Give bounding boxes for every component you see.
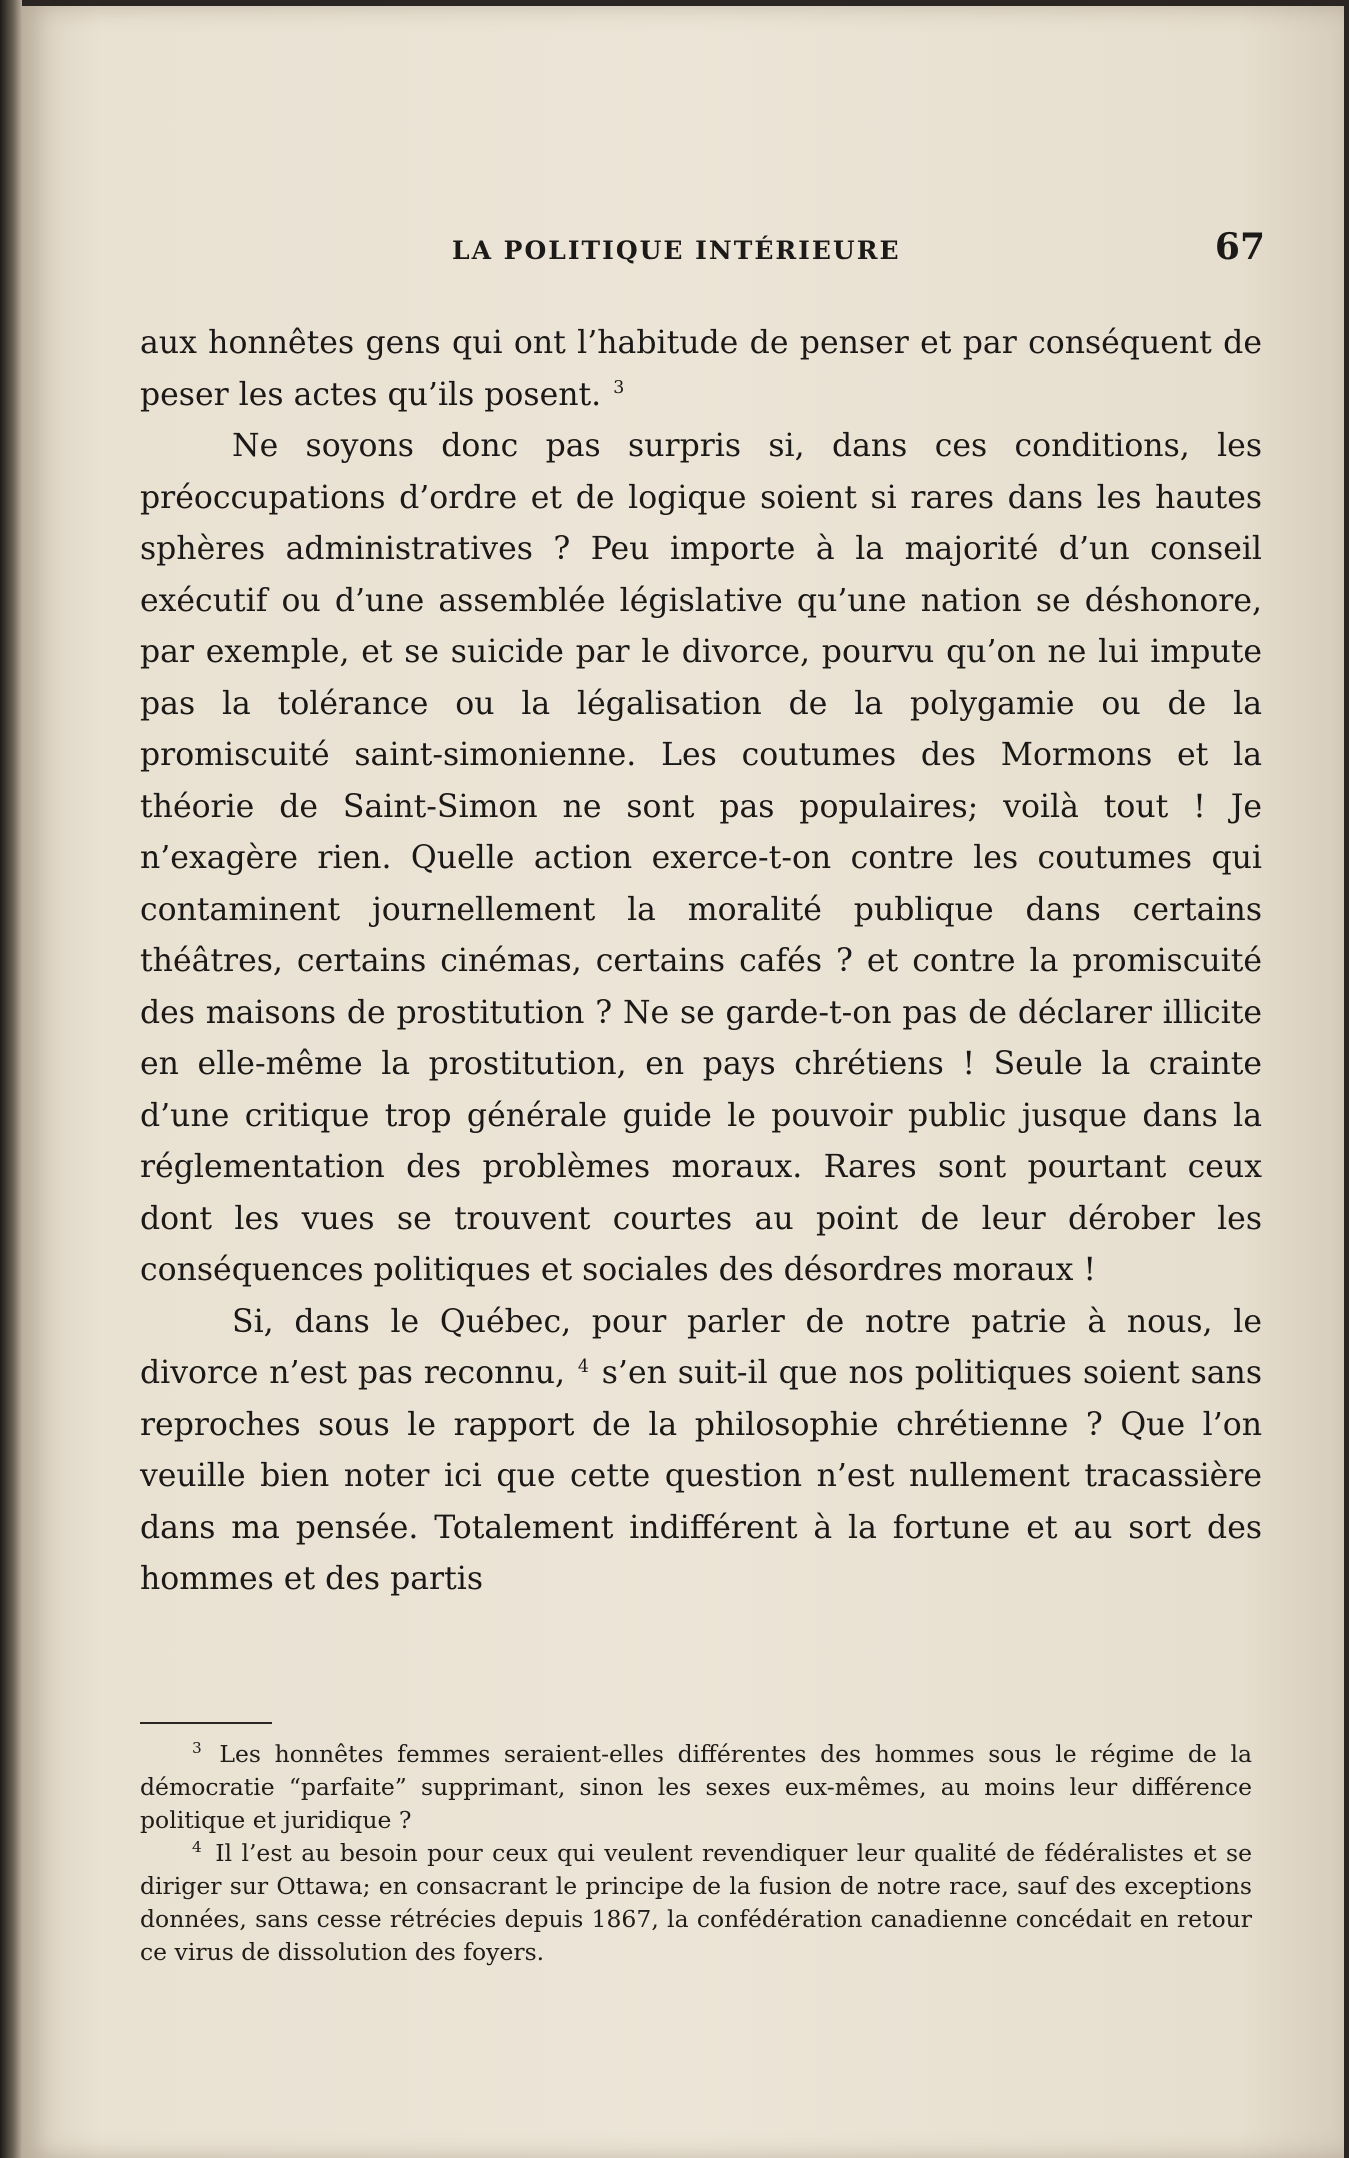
footnote-reference: 4	[577, 1356, 589, 1377]
paragraph	[140, 421, 1262, 1297]
paragraph-text: Ne soyons donc pas surpris si, dans ces conditions, les préoccupations d’ordre et de logique soient si rares dans les hautes sphères administratives ? Peu importe à la majorité d’un conseil exécutif ou d’une assemblée législative qu’une nation se déshonore, par exemple, et se suicide par le divorce, pourvu qu’on ne lui impute pas la tolérance ou la légalisation de la polygamie ou de la promiscuité saint-simonienne. Les coutumes des Mormons et la théorie de Saint-Simon ne sont pas populaires; voilà tout ! Je n’exagère rien. Quelle action exerce-t-on contre les coutumes qui contaminent journellement la moralité publique dans certains théâtres, certains cinémas, certains cafés ? et contre la promiscuité des maisons de prostitution ? Ne se garde-t-on pas de déclarer illicite en elle-même la prostitution, en pays chrétiens ! Seule la crainte d’une critique trop générale guide le pouvoir public jusque dans la réglementation des problèmes moraux. Rares sont pourtant ceux dont les vues se trouvent courtes au point de leur dérober les conséquences politiques et sociales des désordres moraux !	[140, 428, 1262, 1288]
paragraph-text: aux honnêtes gens qui ont l’habitude de penser et par conséquent de peser les actes qu’ils posent.	[140, 325, 1262, 413]
footnote-number: 3	[192, 1739, 202, 1758]
footnote-text: Il l’est au besoin pour ceux qui veulent revendiquer leur qualité de fédéralistes et se diriger sur Ottawa; en consacrant le principe de la fusion de notre race, sauf des exceptions données, sans cesse rétrécies depuis 1867, la confédération canadienne concédait en retour ce virus de dissolution des foyers.	[140, 1839, 1252, 1966]
footnote	[140, 1738, 1252, 1837]
footnotes	[140, 1738, 1252, 1969]
running-title: LA POLITIQUE INTÉRIEURE	[452, 236, 901, 265]
paragraph-text: s’en suit-il que nos politiques soient sans reproches sous le rapport de la philosophie chrétienne ? Que l’on veuille bien noter ici que cette question n’est nullement tracassière dans ma pensée. Totalement indifférent à la fortune et au sort des hommes et des partis	[140, 1355, 1263, 1597]
footnote	[140, 1837, 1252, 1969]
main-text	[140, 318, 1262, 1606]
page-gutter	[0, 0, 22, 2158]
footnote-divider	[140, 1722, 272, 1724]
paragraph-continued	[140, 318, 1262, 421]
paragraph-text: Si, dans le Québec, pour parler de notre patrie à nous, le divorce n’est pas reconnu,	[140, 1303, 1262, 1391]
page-header	[140, 222, 1265, 282]
page-number: 67	[1214, 226, 1265, 268]
footnote-number: 4	[192, 1838, 202, 1857]
footnote-text: Les honnêtes femmes seraient-elles différentes des hommes sous le régime de la démocratie “parfaite” supprimant, sinon les sexes eux-mêmes, au moins leur différence politique et juridique ?	[140, 1740, 1252, 1834]
paragraph	[140, 1297, 1262, 1606]
footnote-reference: 3	[613, 378, 625, 398]
